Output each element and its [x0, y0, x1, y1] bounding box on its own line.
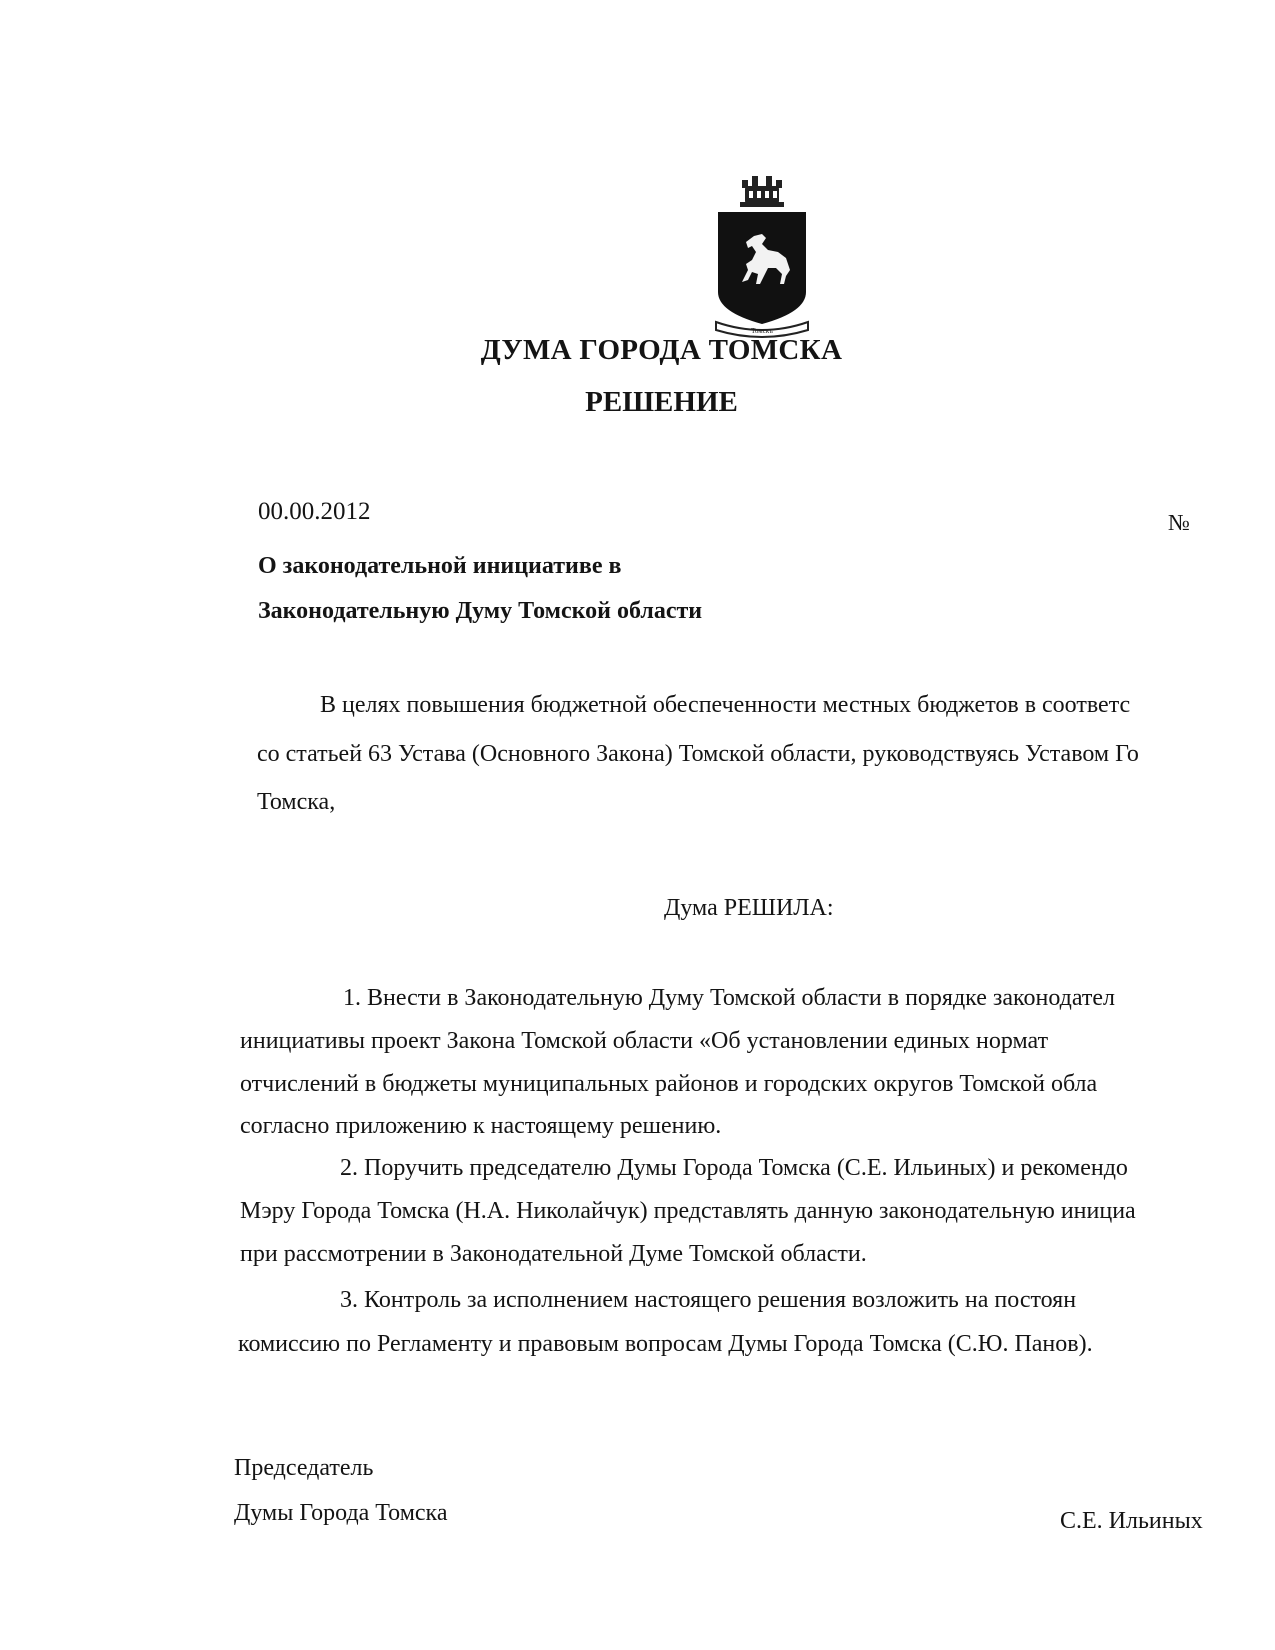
document-type: РЕШЕНИЕ	[585, 386, 738, 418]
tomsk-coat-of-arms-icon	[712, 172, 812, 340]
item-3-line-2: комиссию по Регламенту и правовым вопросам Думы Города Томска (С.Ю. Панов).	[238, 1331, 1093, 1357]
item-1-line-3: отчислений в бюджеты муниципальных районов и городских округов Томской обла	[240, 1071, 1098, 1097]
signature-title-line-2: Думы Города Томска	[234, 1500, 448, 1526]
document-number-label: №	[1168, 510, 1190, 535]
item-1-line-4: согласно приложению к настоящему решению.	[240, 1113, 722, 1139]
document-date: 00.00.2012	[258, 498, 371, 525]
subject-line-2: Законодательную Думу Томской области	[258, 598, 703, 624]
preamble-line-3: Томска,	[257, 789, 336, 815]
item-3-line-1: 3. Контроль за исполнением настоящего решения возложить на постоян	[340, 1287, 1077, 1313]
item-2-line-1: 2. Поручить председателю Думы Города Томска (С.Е. Ильиных) и рекомендо	[340, 1155, 1128, 1181]
crest-motto: Томскъ	[751, 327, 773, 335]
decided-heading: Дума РЕШИЛА:	[664, 895, 834, 921]
preamble-line-2: со статьей 63 Устава (Основного Закона) Томской области, руководствуясь Уставом Го	[257, 741, 1139, 767]
item-1-line-1: 1. Внести в Законодательную Думу Томской области в порядке законодател	[343, 985, 1115, 1011]
signature-title-line-1: Председатель	[234, 1455, 374, 1481]
preamble-line-1: В целях повышения бюджетной обеспеченности местных бюджетов в соответс	[320, 692, 1131, 718]
organization-title: ДУМА ГОРОДА ТОМСКА	[480, 334, 843, 366]
signature-name: С.Е. Ильиных	[1060, 1508, 1203, 1534]
item-2-line-2: Мэру Города Томска (Н.А. Николайчук) представлять данную законодательную инициа	[240, 1198, 1136, 1224]
item-1-line-2: инициативы проект Закона Томской области «Об установлении единых нормат	[240, 1028, 1049, 1054]
subject-line-1: О законодательной инициативе в	[258, 553, 622, 579]
item-2-line-3: при рассмотрении в Законодательной Думе Томской области.	[240, 1241, 867, 1267]
